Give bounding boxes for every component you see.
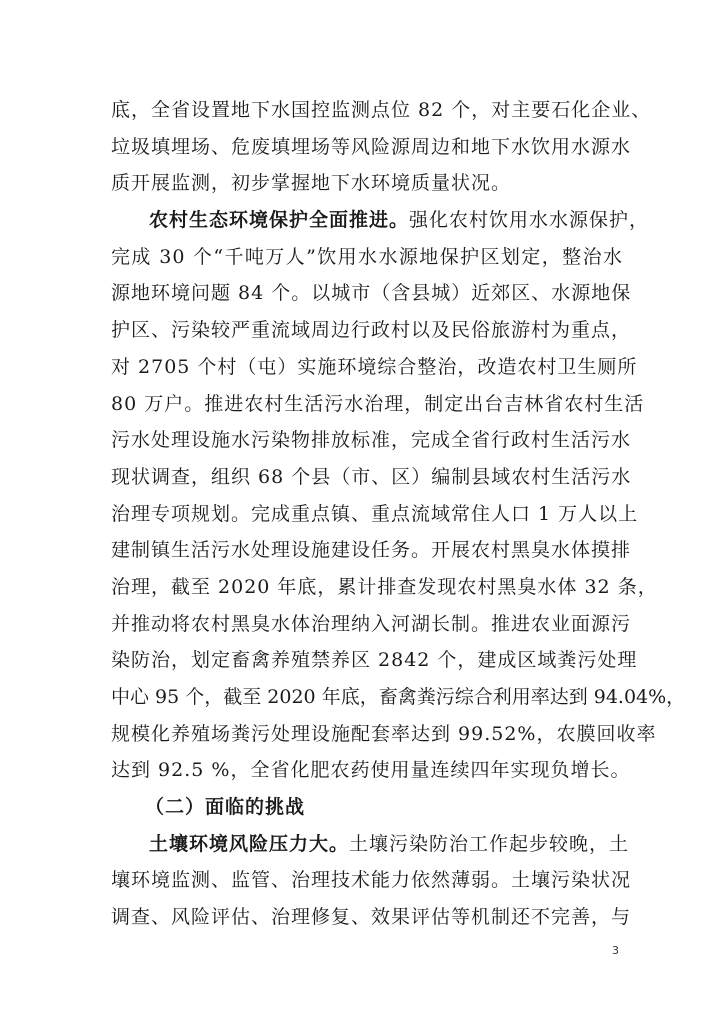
paragraph-lead-heading: 农村生态环境保护全面推进。 — [149, 209, 410, 232]
paragraph-line: 壤环境监测、监管、治理技术能力依然薄弱。土壤污染状况 — [111, 869, 632, 892]
paragraph-text: 土壤污染防治工作起步较晚，土 — [349, 832, 630, 855]
page-number: 3 — [612, 944, 619, 957]
paragraph-line: 完成 30 个“千吨万人”饮用水水源地保护区划定，整治水 — [111, 245, 623, 268]
paragraph-line: 源地环境问题 84 个。以城市（含县城）近郊区、水源地保 — [111, 282, 632, 305]
paragraph-line: 现状调查，组织 68 个县（市、区）编制县域农村生活污水 — [111, 465, 632, 488]
paragraph-line: 80 万户。推进农村生活污水治理，制定出台吉林省农村生活 — [111, 392, 645, 415]
paragraph-line: 污水处理设施水污染物排放标准，完成全省行政村生活污水 — [111, 429, 632, 452]
paragraph-text: 强化农村饮用水水源保护， — [409, 209, 650, 232]
paragraph-line: 垃圾填埋场、危废填埋场等风险源周边和地下水饮用水源水 — [111, 135, 632, 158]
paragraph-line: 建制镇生活污水处理设施建设任务。开展农村黑臭水体摸排 — [111, 539, 632, 562]
document-body — [111, 92, 686, 936]
paragraph-line: 并推动将农村黑臭水体治理纳入河湖长制。推进农业面源污 — [111, 612, 632, 635]
section-heading: （二）面临的挑战 — [145, 796, 306, 819]
paragraph-lead-heading: 土壤环境风险压力大。 — [149, 832, 350, 855]
paragraph-line: 护区、污染较严重流域周边行政村以及民俗旅游村为重点， — [111, 319, 632, 342]
paragraph-line — [111, 826, 630, 863]
paragraph-line: 治理专项规划。完成重点镇、重点流域常住人口 1 万人以上 — [111, 502, 639, 525]
paragraph-line: 底，全省设置地下水国控监测点位 82 个，对主要石化企业、 — [111, 99, 652, 121]
paragraph-line: 对 2705 个村（屯）实施环境综合整治，改造农村卫生厕所 — [111, 355, 638, 378]
paragraph-line: 中心 95 个，截至 2020 年底，畜禽粪污综合利用率达到 94.04%， — [111, 686, 686, 708]
paragraph-line: 达到 92.5 %，全省化肥农药使用量连续四年实现负增长。 — [111, 759, 631, 782]
paragraph-line: 规模化养殖场粪污处理设施配套率达到 99.52%，农膜回收率 — [111, 722, 657, 745]
paragraph-line: 调查、风险评估、治理修复、效果评估等机制还不完善，与 — [111, 906, 632, 929]
paragraph-line: 治理，截至 2020 年底，累计排查发现农村黑臭水体 32 条， — [111, 575, 658, 598]
paragraph-line — [111, 202, 650, 239]
paragraph-line: 染防治，划定畜禽养殖禁养区 2842 个，建成区域粪污处理 — [111, 649, 638, 672]
paragraph-line: 质开展监测，初步掌握地下水环境质量状况。 — [111, 172, 512, 195]
